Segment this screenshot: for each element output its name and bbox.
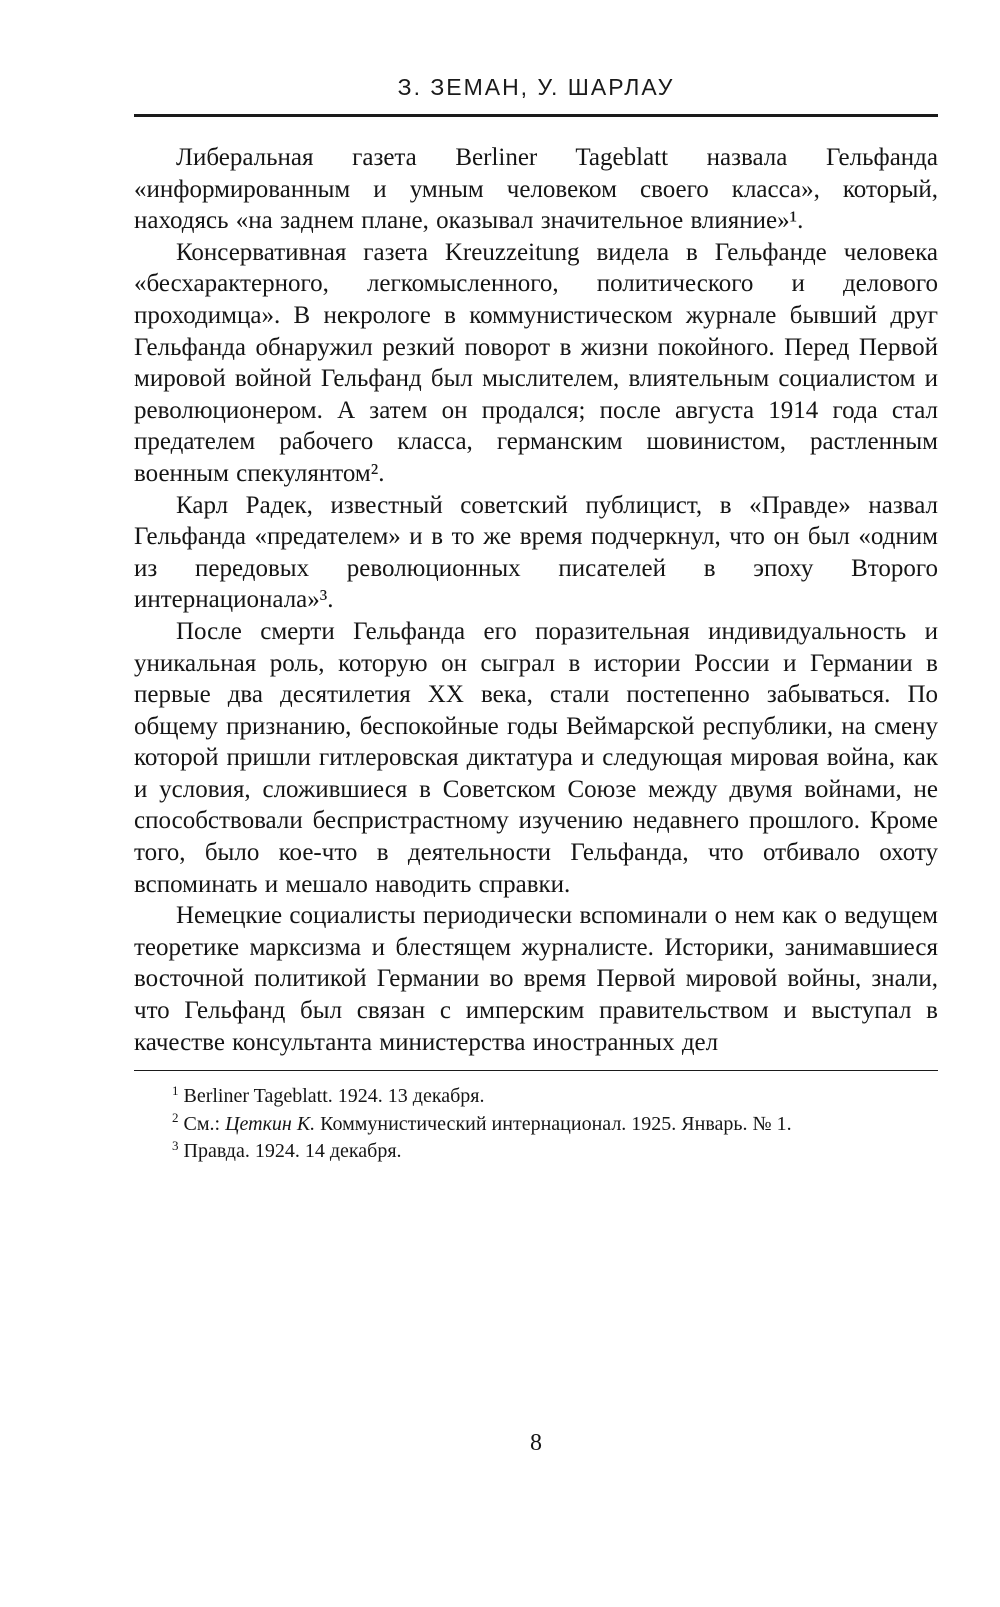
page-body	[134, 142, 938, 1058]
running-head: З. ЗЕМАН, У. ШАРЛАУ	[397, 74, 675, 100]
footnote-1-text: Berliner Tageblatt. 1924. 13 декабря.	[183, 1085, 485, 1108]
footnote-1	[134, 1083, 938, 1111]
paragraph-2: Консервативная газета Kreuzzeitung видела в Гельфанде человека «бесхарактерного, легкомысленного, политического и делового проходимца». В некрологе в коммунистическом журнале бывший друг Гельфанда обнаружил резкий поворот в жизни покойного. Перед Первой мировой войной Гельфанд был мыслителем, влиятельным социалистом и революционером. А затем он продался; после августа 1914 года стал предателем рабочего класса, германским шовинистом, растленным военным спекулянтом².	[134, 238, 938, 487]
page-header	[134, 74, 938, 117]
footnotes	[134, 1083, 938, 1166]
paragraph-5: Немецкие социалисты периодически вспоминали о нем как о ведущем теоретике марксизма и блестящем журналисте. Историки, занимавшиеся восточной политикой Германии во время Первой мировой войны, знали, что Гельфанд был связан с имперским правительством и выступал в качестве консультанта министерства иностранных дел	[134, 902, 938, 1056]
footnote-rule	[134, 1070, 938, 1071]
footnote-3	[134, 1138, 938, 1166]
footnote-2-marker: 2	[172, 1110, 179, 1126]
footnote-2-text: Коммунистический интернационал. 1925. Январь. № 1.	[315, 1112, 792, 1135]
footnote-2-prefix: См.:	[183, 1112, 226, 1135]
footnote-2-author: Цеткин К.	[225, 1112, 316, 1135]
footnote-3-marker: 3	[172, 1137, 179, 1153]
footnote-2	[134, 1111, 938, 1139]
paragraph-1: Либеральная газета Berliner Tageblatt назвала Гельфанда «информированным и умным человеком своего класса», который, находясь «на заднем плане, оказывал значительное влияние»¹.	[134, 144, 938, 235]
footnote-1-marker: 1	[172, 1082, 179, 1098]
paragraph-4: После смерти Гельфанда его поразительная индивидуальность и уникальная роль, которую он сыграл в истории России и Германии в первые два десятилетия XX века, стали постепенно забываться. По общему признанию, беспокойные годы Веймарской республики, на смену которой пришли гитлеровская диктатура и следующая мировая война, как и условия, сложившиеся в Советском Союзе между двумя войнами, не способствовали беспристрастному изучению недавнего прошлого. Кроме того, было кое-что в деятельности Гельфанда, что отбивало охоту вспоминать и мешало наводить справки.	[134, 617, 938, 898]
page-footer	[134, 1070, 938, 1166]
paragraph-3: Карл Радек, известный советский публицист, в «Правде» назвал Гельфанда «предателем» и в то же время подчеркнул, что он был «одним из передовых революционных писателей в эпоху Второго интернационала»³.	[134, 491, 938, 614]
footnote-3-text: Правда. 1924. 14 декабря.	[183, 1140, 402, 1163]
header-rule	[134, 114, 938, 117]
page-number: 8	[530, 1430, 542, 1456]
